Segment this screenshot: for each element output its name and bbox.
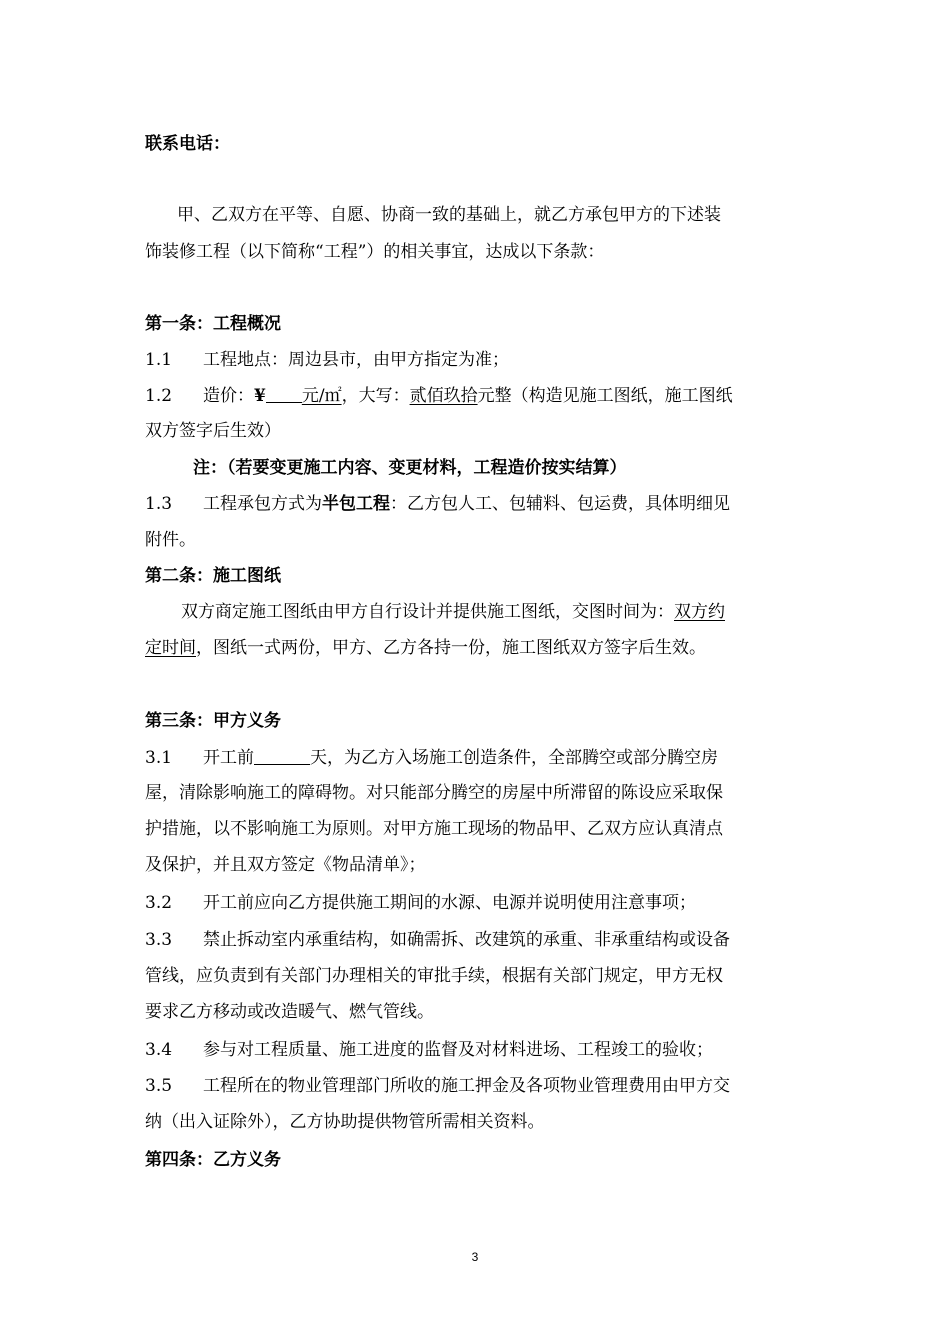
contract-type-value: 半包工程 — [322, 494, 390, 514]
clause-number: 1.1 — [145, 350, 173, 370]
article-4-title: 第四条：乙方义务 — [145, 1150, 281, 1170]
intro-line-1: 甲、乙双方在平等、自愿、协商一致的基础上，就乙方承包甲方的下述装 — [177, 205, 721, 225]
clause-3-1-line-3: 护措施，以不影响施工为原则。对甲方施工现场的物品甲、乙双方应认真清点 — [145, 819, 723, 839]
contract-type-label: 工程承包方式为 — [203, 494, 322, 514]
contract-type-detail: ：乙方包人工、包辅料、包运费，具体明细见 — [390, 494, 730, 514]
clause-text: 开工前 — [203, 748, 254, 768]
capital-amount: 贰佰玖拾 — [409, 386, 478, 406]
article-2-line-1 — [181, 604, 725, 621]
clause-number: 3.5 — [145, 1076, 173, 1096]
clause-number: 3.4 — [145, 1040, 173, 1060]
clause-1-3 — [145, 496, 730, 513]
delivery-time-part-1: 双方约 — [674, 602, 725, 622]
price-label: 造价： — [203, 386, 254, 406]
delivery-time-part-2: 定时间 — [145, 638, 196, 658]
pricing-note: 注：（若要变更施工内容、变更材料，工程造价按实结算） — [193, 458, 627, 478]
article-2-line-2 — [145, 640, 706, 657]
capital-amount-end: 元整 — [477, 386, 512, 406]
clause-3-1 — [145, 749, 718, 767]
clause-1-3-continued: 附件。 — [145, 530, 196, 550]
clause-number: 3.2 — [145, 893, 173, 913]
clause-3-4 — [145, 1042, 713, 1059]
yen-symbol: ¥ — [254, 386, 266, 406]
contact-phone-label: 联系电话： — [145, 134, 230, 154]
article-2-title: 第二条：施工图纸 — [145, 566, 281, 586]
clause-number: 1.3 — [145, 494, 173, 514]
article-1-title: 第一条：工程概况 — [145, 314, 281, 334]
clause-text-continued: 天，为乙方入场施工创造条件，全部腾空或部分腾空房 — [310, 748, 718, 768]
clause-text: 禁止拆动室内承重结构，如确需拆、改建筑的承重、非承重结构或设备 — [203, 930, 730, 950]
price-blank — [266, 387, 302, 403]
clause-text: 工程地点：周边县市，由甲方指定为准； — [203, 350, 509, 370]
clause-text: 开工前应向乙方提供施工期间的水源、电源并说明使用注意事项； — [203, 893, 696, 913]
clause-1-2 — [145, 387, 733, 405]
intro-line-2: 饰装修工程（以下简称“工程”）的相关事宜，达成以下条款： — [145, 242, 605, 262]
clause-3-1-line-2: 屋，清除影响施工的障碍物。对只能部分腾空的房屋中所滞留的陈设应采取保 — [145, 783, 723, 803]
clause-number: 3.3 — [145, 930, 173, 950]
price-unit: 元/㎡ — [301, 386, 342, 406]
clause-text: 参与对工程质量、施工进度的监督及对材料进场、工程竣工的验收； — [203, 1040, 713, 1060]
clause-3-2 — [145, 895, 696, 912]
clause-3-3-line-3: 要求乙方移动或改造暖气、燃气管线。 — [145, 1002, 434, 1022]
clause-3-5-line-2: 纳（出入证除外），乙方协助提供物管所需相关资料。 — [145, 1112, 545, 1132]
clause-number: 3.1 — [145, 748, 173, 768]
clause-3-1-line-4: 及保护，并且双方签定《物品清单》； — [145, 855, 426, 875]
drawing-text: 双方商定施工图纸由甲方自行设计并提供施工图纸，交图时间为： — [181, 602, 674, 622]
clause-1-1 — [145, 352, 509, 369]
clause-1-2-continued: 双方签字后生效） — [145, 421, 281, 441]
clause-3-3 — [145, 932, 730, 949]
price-remark: （构造见施工图纸，施工图纸 — [511, 386, 733, 406]
article-3-title: 第三条：甲方义务 — [145, 711, 281, 731]
clause-number: 1.2 — [145, 386, 173, 406]
clause-3-3-line-2: 管线，应负责到有关部门办理相关的审批手续，根据有关部门规定，甲方无权 — [145, 966, 723, 986]
days-blank — [254, 749, 310, 765]
clause-3-5 — [145, 1078, 730, 1095]
drawing-copies-text: ，图纸一式两份，甲方、乙方各持一份，施工图纸双方签字后生效。 — [196, 638, 706, 658]
capital-label: ，大写： — [341, 386, 410, 406]
page-number: 3 — [471, 1250, 479, 1264]
clause-text: 工程所在的物业管理部门所收的施工押金及各项物业管理费用由甲方交 — [203, 1076, 730, 1096]
